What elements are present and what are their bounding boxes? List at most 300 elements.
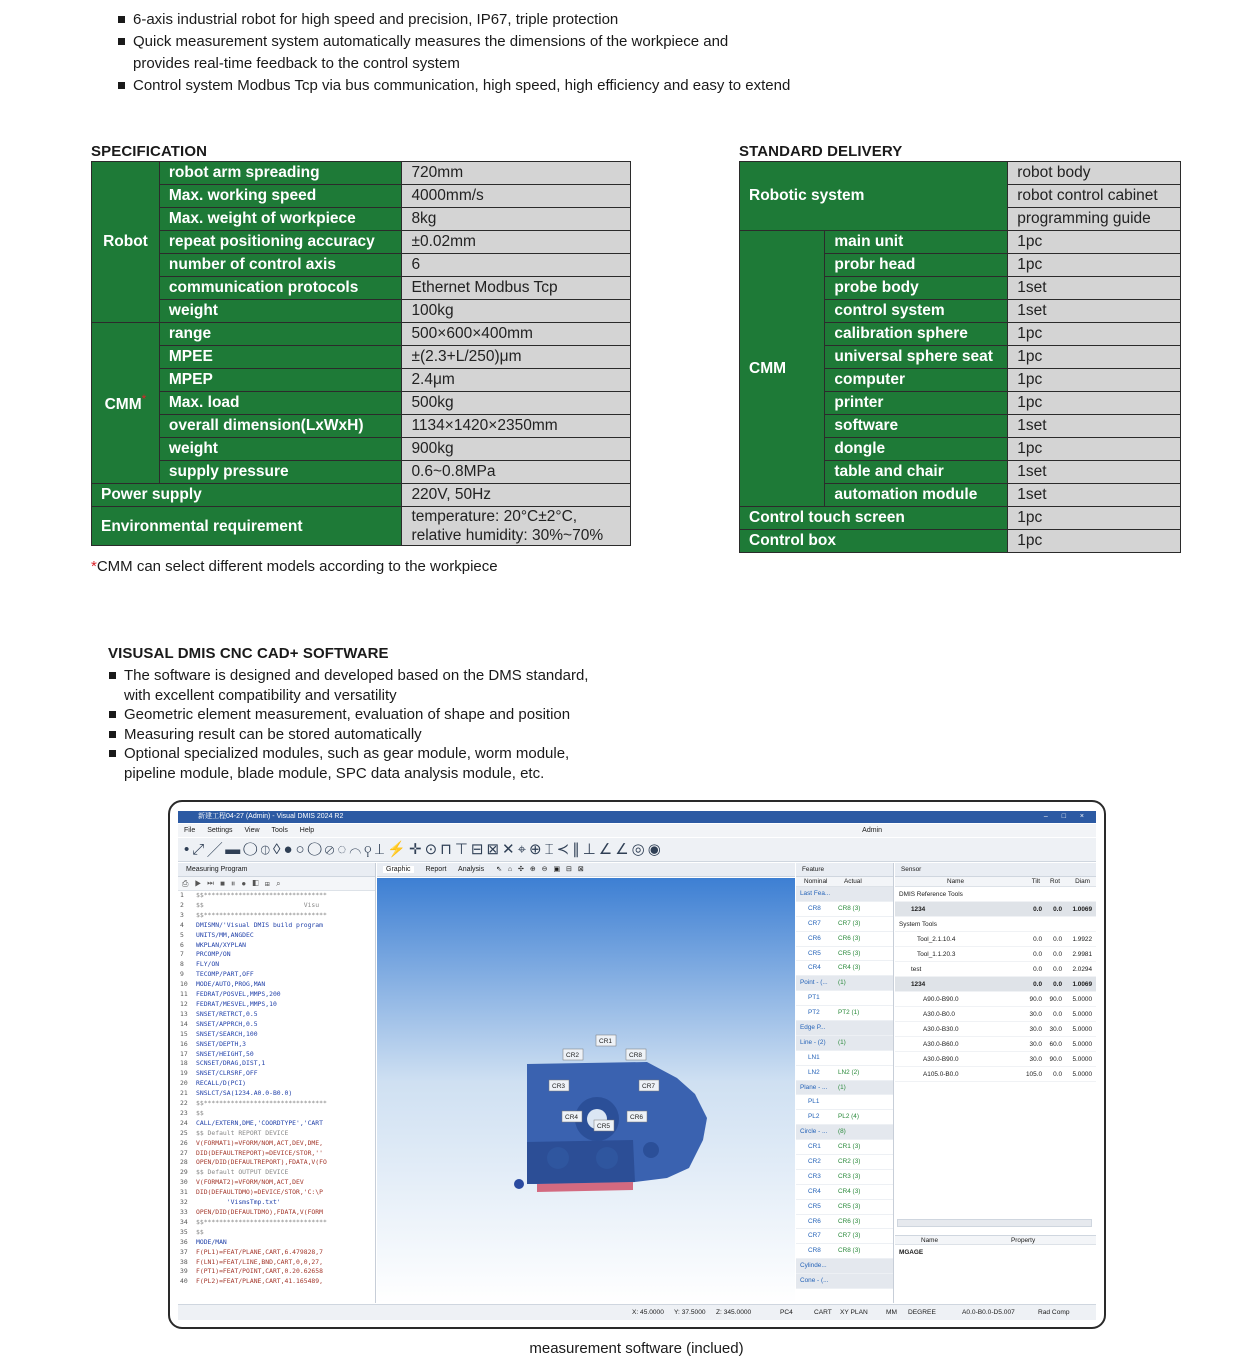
code-line[interactable] bbox=[180, 950, 375, 960]
line-number: 26 bbox=[180, 1138, 188, 1147]
property-columns bbox=[895, 1235, 1096, 1245]
code-line[interactable] bbox=[180, 931, 375, 941]
code-line[interactable] bbox=[180, 941, 375, 951]
feature-item[interactable] bbox=[796, 917, 893, 932]
spec-value: 720mm bbox=[402, 162, 631, 185]
spec-name: robot arm spreading bbox=[159, 162, 402, 185]
spec-name: repeat positioning accuracy bbox=[159, 231, 402, 254]
software-bullet: Optional specialized modules, such as gear module, worm module, bbox=[108, 744, 588, 764]
code-line[interactable] bbox=[180, 960, 375, 970]
sensor-r: 0.0 bbox=[1053, 1071, 1062, 1078]
tab-feature[interactable]: Feature bbox=[796, 863, 893, 877]
delivery-name: dongle bbox=[825, 438, 1008, 461]
code-line[interactable] bbox=[180, 1119, 375, 1129]
sensor-row[interactable] bbox=[895, 1037, 1096, 1052]
sensor-row[interactable] bbox=[895, 932, 1096, 947]
feature-nominal: Line - (2) bbox=[800, 1038, 826, 1046]
feature-actual: (1) bbox=[838, 1038, 846, 1046]
line-number: 36 bbox=[180, 1237, 188, 1246]
table-row bbox=[92, 185, 631, 208]
sensor-t: 0.0 bbox=[1033, 936, 1042, 943]
code-line[interactable] bbox=[180, 1228, 375, 1238]
feature-item[interactable] bbox=[796, 1215, 893, 1230]
tab-analysis[interactable]: Analysis bbox=[458, 866, 485, 873]
line-number: 34 bbox=[180, 1217, 188, 1226]
code-text: $$ bbox=[196, 1227, 204, 1236]
delivery-item: robot body bbox=[1008, 162, 1181, 185]
code-line[interactable] bbox=[180, 1218, 375, 1228]
sensor-row[interactable] bbox=[895, 977, 1096, 992]
feature-nominal: CR5 bbox=[808, 949, 821, 957]
robotic-system-label: Robotic system bbox=[740, 162, 1008, 231]
sensor-name: A30.0-B60.0 bbox=[923, 1041, 959, 1048]
code-line[interactable] bbox=[180, 1059, 375, 1069]
software-bullet: Measuring result can be stored automatically bbox=[108, 725, 588, 745]
sensor-name: 1234 bbox=[911, 981, 926, 988]
feature-nominal: PL2 bbox=[808, 1113, 820, 1121]
feature-actual: CR4 (3) bbox=[838, 1187, 861, 1195]
line-number: 8 bbox=[180, 960, 184, 969]
code-text: $$ Default OUTPUT DEVICE bbox=[196, 1168, 289, 1177]
menu-view[interactable]: View bbox=[244, 827, 260, 834]
code-line[interactable] bbox=[180, 901, 375, 911]
tab-graphic[interactable]: Graphic bbox=[383, 866, 414, 873]
part-label-cr3: CR3 bbox=[552, 1083, 566, 1090]
code-line[interactable] bbox=[180, 1248, 375, 1258]
feature-item[interactable] bbox=[796, 1066, 893, 1081]
software-bullet: Geometric element measurement, evaluation of shape and position bbox=[108, 705, 588, 725]
spec-value: 4000mm/s bbox=[402, 185, 631, 208]
feature-actual: (1) bbox=[838, 1083, 846, 1091]
tab-measuring-program[interactable]: Measuring Program bbox=[178, 863, 375, 877]
part-label-cr6: CR6 bbox=[630, 1114, 644, 1121]
feature-group[interactable] bbox=[796, 1259, 893, 1274]
line-number: 12 bbox=[180, 999, 188, 1008]
feature-group[interactable] bbox=[796, 887, 893, 902]
side-hole bbox=[643, 1142, 659, 1158]
feature-item[interactable] bbox=[796, 991, 893, 1006]
code-text: UNITS/MM,ANGDEC bbox=[196, 930, 254, 939]
feature-nominal: Point - (... bbox=[800, 979, 828, 987]
feature-item[interactable] bbox=[796, 1229, 893, 1244]
feature-item[interactable] bbox=[796, 1140, 893, 1155]
sensor-t: 30.0 bbox=[1029, 1026, 1042, 1033]
code-text: $$******************************** bbox=[196, 910, 327, 919]
sensor-d: 5.0000 bbox=[1072, 1071, 1092, 1078]
feature-group[interactable] bbox=[796, 1274, 893, 1289]
code-text: F(LN1)=FEAT/LINE,BND,CART,0,0,27, bbox=[196, 1257, 323, 1266]
code-text: CALL/EXTERN,DME,'COORDTYPE','CART bbox=[196, 1118, 323, 1127]
spec-name: overall dimension(LxWxH) bbox=[159, 415, 402, 438]
front-hole bbox=[596, 1147, 618, 1169]
line-number: 28 bbox=[180, 1158, 188, 1167]
table-row bbox=[92, 461, 631, 484]
line-number: 6 bbox=[180, 940, 184, 949]
cad-viewport[interactable] bbox=[377, 878, 795, 1303]
sensor-t: 105.0 bbox=[1026, 1071, 1042, 1078]
col-tilt: Tilt bbox=[1031, 878, 1040, 885]
code-line[interactable] bbox=[180, 921, 375, 931]
intro-bullet: Quick measurement system automatically measures the dimensions of the workpiece and bbox=[117, 31, 790, 53]
code-line[interactable] bbox=[180, 1030, 375, 1040]
feature-group[interactable] bbox=[796, 976, 893, 991]
sensor-row[interactable] bbox=[895, 1007, 1096, 1022]
sensor-row[interactable] bbox=[895, 1022, 1096, 1037]
power-supply-value: 220V, 50Hz bbox=[402, 484, 631, 507]
status-angle-unit[interactable]: DEGREE bbox=[908, 1309, 936, 1316]
delivery-name: software bbox=[825, 415, 1008, 438]
delivery-name: probr head bbox=[825, 254, 1008, 277]
code-line[interactable] bbox=[180, 1040, 375, 1050]
feature-nominal: Plane - ... bbox=[800, 1083, 828, 1091]
spec-name: MPEE bbox=[159, 346, 402, 369]
line-number: 37 bbox=[180, 1247, 188, 1256]
code-text: SNSET/APPRCH,0.5 bbox=[196, 1019, 258, 1028]
delivery-name: main unit bbox=[825, 231, 1008, 254]
window-controls[interactable]: – □ × bbox=[1043, 813, 1090, 820]
code-line[interactable] bbox=[180, 1010, 375, 1020]
code-text: $$ Default REPORT DEVICE bbox=[196, 1128, 289, 1137]
sensor-name: A30.0-B90.0 bbox=[923, 1056, 959, 1063]
sensor-name: A90.0-B90.0 bbox=[923, 996, 959, 1003]
software-bullet-list bbox=[108, 666, 588, 783]
sensor-r: 90.0 bbox=[1049, 996, 1062, 1003]
table-row bbox=[92, 438, 631, 461]
part-label-cr7: CR7 bbox=[642, 1083, 656, 1090]
spec-value: 1134×1420×2350mm bbox=[402, 415, 631, 438]
line-number: 22 bbox=[180, 1099, 188, 1108]
status-y: Y: 37.5000 bbox=[674, 1309, 706, 1316]
code-text: PRCOMP/ON bbox=[196, 950, 231, 959]
delivery-qty: 1pc bbox=[1008, 346, 1181, 369]
feature-nominal: LN1 bbox=[808, 1053, 820, 1061]
feature-item[interactable] bbox=[796, 1155, 893, 1170]
code-line[interactable] bbox=[180, 980, 375, 990]
sensor-row[interactable] bbox=[895, 902, 1096, 917]
line-number: 30 bbox=[180, 1178, 188, 1187]
table-row bbox=[740, 162, 1181, 185]
tab-report[interactable]: Report bbox=[425, 866, 447, 873]
user-label: Admin bbox=[862, 827, 882, 834]
code-line[interactable] bbox=[180, 990, 375, 1000]
feature-actual: PL2 (4) bbox=[838, 1113, 859, 1121]
code-line[interactable] bbox=[180, 970, 375, 980]
program-toolbar[interactable]: ⎙ ▶ ⏭ ■ ⏸ ● ◧ ⊞ ⌕ bbox=[178, 877, 375, 891]
sensor-t: 90.0 bbox=[1029, 996, 1042, 1003]
feature-item[interactable] bbox=[796, 932, 893, 947]
line-number: 4 bbox=[180, 920, 184, 929]
code-text: OPEN/DID(DEFAULTREPORT),FDATA,V(FO bbox=[196, 1158, 327, 1167]
screenshot-caption: measurement software (inclued) bbox=[529, 1340, 744, 1357]
sensor-row[interactable] bbox=[895, 1067, 1096, 1082]
line-number: 14 bbox=[180, 1019, 188, 1028]
feature-nominal: CR6 bbox=[808, 1217, 821, 1225]
feature-item[interactable] bbox=[796, 1110, 893, 1125]
code-text: DID(DEFAULTREPORT)=DEVICE/STOR,'' bbox=[196, 1148, 323, 1157]
specification-table bbox=[91, 161, 631, 546]
software-screenshot bbox=[168, 800, 1106, 1329]
specification-title: SPECIFICATION bbox=[91, 143, 208, 160]
line-number: 29 bbox=[180, 1168, 188, 1177]
code-line[interactable] bbox=[180, 1238, 375, 1248]
spec-value: Ethernet Modbus Tcp bbox=[402, 277, 631, 300]
menu-tools[interactable]: Tools bbox=[271, 827, 288, 834]
line-number: 5 bbox=[180, 930, 184, 939]
table-row bbox=[740, 231, 1181, 254]
code-line[interactable] bbox=[180, 1139, 375, 1149]
line-number: 39 bbox=[180, 1267, 188, 1276]
spec-value: 900kg bbox=[402, 438, 631, 461]
sensor-scrollbar[interactable] bbox=[897, 1219, 1092, 1227]
feature-item[interactable] bbox=[796, 1051, 893, 1066]
line-number: 35 bbox=[180, 1227, 188, 1236]
feature-nominal: Edge P... bbox=[800, 1024, 826, 1032]
feature-nominal: PT1 bbox=[808, 994, 820, 1002]
code-text: MODE/MAN bbox=[196, 1237, 227, 1246]
program-code-editor[interactable] bbox=[178, 891, 375, 1297]
feature-actual: LN2 (2) bbox=[838, 1068, 860, 1076]
sensor-name: System Tools bbox=[899, 921, 937, 928]
sensor-row[interactable] bbox=[895, 992, 1096, 1007]
sensor-r: 0.0 bbox=[1053, 966, 1062, 973]
code-line[interactable] bbox=[180, 1258, 375, 1268]
sensor-name: 1234 bbox=[911, 906, 926, 913]
table-row bbox=[92, 507, 631, 546]
menu-file[interactable]: File bbox=[184, 827, 196, 834]
feature-tree[interactable] bbox=[796, 887, 893, 1289]
feature-group[interactable] bbox=[796, 1036, 893, 1051]
sensor-r: 0.0 bbox=[1053, 951, 1062, 958]
part-label-cr5: CR5 bbox=[597, 1123, 611, 1130]
delivery-qty: 1set bbox=[1008, 300, 1181, 323]
feature-actual: CR2 (3) bbox=[838, 1158, 861, 1166]
code-text: FEDRAT/MESVEL,MMPS,10 bbox=[196, 999, 277, 1008]
sensor-t: 0.0 bbox=[1033, 906, 1042, 913]
prop-col-property: Property bbox=[1011, 1237, 1036, 1244]
code-line[interactable] bbox=[180, 1188, 375, 1198]
line-number: 1 bbox=[180, 891, 184, 899]
status-pc[interactable]: PC4 bbox=[780, 1309, 793, 1316]
feature-toolbar[interactable]: •⤢╱▬◯⦶◊●○◯⊘◌⌒⚲⊥⚡✛⊙⊓⊤⊟⊠✕⌖⊕⌶≺∥⊥∠∠◎◉ bbox=[178, 838, 1096, 862]
delivery-name: calibration sphere bbox=[825, 323, 1008, 346]
feature-columns bbox=[796, 877, 893, 887]
line-number: 40 bbox=[180, 1277, 188, 1286]
sensor-row[interactable] bbox=[895, 947, 1096, 962]
sensor-d: 1.0069 bbox=[1072, 981, 1092, 988]
sensor-r: 0.0 bbox=[1053, 906, 1062, 913]
sensor-d: 5.0000 bbox=[1072, 1056, 1092, 1063]
code-text: V(FORMAT1)=VFORM/NOM,ACT,DEV,DME, bbox=[196, 1138, 323, 1147]
feature-nominal: CR6 bbox=[808, 934, 821, 942]
feature-item[interactable] bbox=[796, 947, 893, 962]
feature-item[interactable] bbox=[796, 961, 893, 976]
feature-item[interactable] bbox=[796, 1006, 893, 1021]
delivery-name: printer bbox=[825, 392, 1008, 415]
menu-help[interactable]: Help bbox=[299, 827, 315, 834]
code-line[interactable] bbox=[180, 1178, 375, 1188]
sensor-name: A30.0-B30.0 bbox=[923, 1026, 959, 1033]
code-line[interactable] bbox=[180, 1109, 375, 1119]
delivery-item: robot control cabinet bbox=[1008, 185, 1181, 208]
code-text: SCNSET/DRAG,DIST,1 bbox=[196, 1059, 266, 1068]
delivery-qty: 1pc bbox=[1008, 392, 1181, 415]
code-text: TECOMP/PART,OFF bbox=[196, 970, 254, 979]
sensor-row[interactable] bbox=[895, 1052, 1096, 1067]
code-line[interactable] bbox=[180, 1198, 375, 1208]
property-row[interactable]: MGAGE bbox=[899, 1249, 924, 1256]
sensor-name: Tool_1.1.20.3 bbox=[917, 951, 956, 958]
code-text: MODE/AUTO,PROG,MAN bbox=[196, 980, 266, 989]
line-number: 32 bbox=[180, 1198, 188, 1207]
feature-nominal: CR4 bbox=[808, 964, 821, 972]
sensor-d: 2.0294 bbox=[1072, 966, 1092, 973]
feature-nominal: PL1 bbox=[808, 1098, 820, 1106]
code-text: SNSET/HEIGHT,50 bbox=[196, 1049, 254, 1058]
graphic-tabbar bbox=[377, 863, 795, 877]
code-line[interactable] bbox=[180, 1208, 375, 1218]
code-line[interactable] bbox=[180, 891, 375, 901]
feature-nominal: CR3 bbox=[808, 1172, 821, 1180]
code-line[interactable] bbox=[180, 1129, 375, 1139]
delivery-cmm-label: CMM bbox=[740, 231, 825, 507]
line-number: 24 bbox=[180, 1118, 188, 1127]
workpiece-model bbox=[377, 878, 795, 1303]
table-row bbox=[92, 300, 631, 323]
sensor-columns bbox=[895, 877, 1096, 887]
footnote-text: CMM can select different models according to the workpiece bbox=[96, 558, 498, 575]
software-bullet-continuation: with excellent compatibility and versatility bbox=[124, 686, 397, 704]
tab-sensor[interactable]: Sensor bbox=[895, 863, 1096, 877]
status-radcomp[interactable]: Rad Comp bbox=[1038, 1309, 1070, 1316]
table-row bbox=[92, 346, 631, 369]
spec-name: range bbox=[159, 323, 402, 346]
sensor-t: 30.0 bbox=[1029, 1011, 1042, 1018]
feature-item[interactable] bbox=[796, 1170, 893, 1185]
delivery-qty: 1set bbox=[1008, 484, 1181, 507]
code-line[interactable] bbox=[180, 1099, 375, 1109]
line-number: 7 bbox=[180, 950, 184, 959]
line-number: 15 bbox=[180, 1029, 188, 1038]
code-text: RECALL/D(PCI) bbox=[196, 1079, 247, 1088]
sensor-name: A30.0-B0.0 bbox=[923, 1011, 955, 1018]
spec-name: communication protocols bbox=[159, 277, 402, 300]
feature-item[interactable] bbox=[796, 902, 893, 917]
spec-value: 500kg bbox=[402, 392, 631, 415]
status-workplane[interactable]: XY PLAN bbox=[840, 1309, 868, 1316]
sensor-name: test bbox=[911, 966, 922, 973]
sensor-row[interactable] bbox=[895, 917, 1096, 932]
code-line[interactable] bbox=[180, 1069, 375, 1079]
code-text: SNSET/CLRSRF,OFF bbox=[196, 1069, 258, 1078]
delivery-qty: 1pc bbox=[1008, 323, 1181, 346]
feature-nominal: Cone - (... bbox=[800, 1277, 829, 1285]
feature-group[interactable] bbox=[796, 1081, 893, 1096]
delivery-qty: 1pc bbox=[1008, 231, 1181, 254]
environment-humidity: relative humidity: 30%~70% bbox=[411, 527, 604, 544]
line-number: 21 bbox=[180, 1089, 188, 1098]
sensor-d: 1.0069 bbox=[1072, 906, 1092, 913]
code-text: SNSET/DEPTH,3 bbox=[196, 1039, 247, 1048]
feature-group[interactable] bbox=[796, 1021, 893, 1036]
sensor-row[interactable] bbox=[895, 962, 1096, 977]
software-bullet: The software is designed and developed based on the DMS standard, bbox=[108, 666, 588, 686]
code-line[interactable] bbox=[180, 1020, 375, 1030]
delivery-name: probe body bbox=[825, 277, 1008, 300]
status-probe[interactable]: A0.0-B0.0-D5.007 bbox=[962, 1309, 1015, 1316]
delivery-name: table and chair bbox=[825, 461, 1008, 484]
robot-group-label: Robot bbox=[92, 162, 160, 323]
code-line[interactable] bbox=[180, 1277, 375, 1287]
code-line[interactable] bbox=[180, 1050, 375, 1060]
code-line[interactable] bbox=[180, 1079, 375, 1089]
software-title: VISUSAL DMIS CNC CAD+ SOFTWARE bbox=[108, 645, 389, 662]
feature-actual: CR3 (3) bbox=[838, 1172, 861, 1180]
table-row bbox=[92, 415, 631, 438]
feature-item[interactable] bbox=[796, 1095, 893, 1110]
spec-name: MPEP bbox=[159, 369, 402, 392]
graphic-pane bbox=[377, 863, 795, 1303]
sensor-tree[interactable] bbox=[895, 887, 1096, 1082]
status-z: Z: 345.0000 bbox=[716, 1309, 752, 1316]
graphic-toolbar[interactable]: ⇖ ⌂ ✣ ⊕ ⊖ ▣ ⊟ ⊠ bbox=[496, 866, 586, 873]
spec-value: ±0.02mm bbox=[402, 231, 631, 254]
intro-bullet-continuation: provides real-time feedback to the control system bbox=[133, 55, 460, 72]
table-row bbox=[92, 392, 631, 415]
feature-nominal: PT2 bbox=[808, 1009, 820, 1017]
code-text: SNSET/SEARCH,100 bbox=[196, 1029, 258, 1038]
feature-nominal: CR5 bbox=[808, 1202, 821, 1210]
feature-group[interactable] bbox=[796, 1125, 893, 1140]
sensor-t: 0.0 bbox=[1033, 981, 1042, 988]
program-pane bbox=[178, 863, 376, 1303]
code-text: F(PT1)=FEAT/POINT,CART,0.20.62658 bbox=[196, 1267, 323, 1276]
line-number: 2 bbox=[180, 900, 184, 909]
code-text: $$ Visu bbox=[196, 900, 320, 909]
feature-item[interactable] bbox=[796, 1200, 893, 1215]
code-line[interactable] bbox=[180, 1158, 375, 1168]
code-line[interactable] bbox=[180, 911, 375, 921]
sensor-d: 5.0000 bbox=[1072, 1026, 1092, 1033]
menu-settings[interactable]: Settings bbox=[207, 827, 233, 834]
code-line[interactable] bbox=[180, 1149, 375, 1159]
feature-item[interactable] bbox=[796, 1244, 893, 1259]
prop-col-name: Name bbox=[921, 1237, 939, 1244]
spec-value: 6 bbox=[402, 254, 631, 277]
code-text: DMISMN/'Visual DMIS build program bbox=[196, 920, 323, 929]
sensor-r: 30.0 bbox=[1049, 1026, 1062, 1033]
feature-item[interactable] bbox=[796, 1185, 893, 1200]
line-number: 27 bbox=[180, 1148, 188, 1157]
feature-nominal: Circle - ... bbox=[800, 1128, 828, 1136]
cmm-group-label bbox=[92, 323, 160, 484]
col-nominal: Nominal bbox=[804, 878, 828, 885]
touch-screen-label: Control touch screen bbox=[740, 507, 1008, 530]
footnote-asterisk: * bbox=[91, 558, 97, 575]
feature-actual: CR6 (3) bbox=[838, 1217, 861, 1225]
sensor-row[interactable] bbox=[895, 887, 1096, 902]
delivery-qty: 1set bbox=[1008, 277, 1181, 300]
status-unit[interactable]: MM bbox=[886, 1309, 897, 1316]
status-coordinate[interactable]: CART bbox=[814, 1309, 832, 1316]
code-line[interactable] bbox=[180, 1168, 375, 1178]
code-line[interactable] bbox=[180, 1089, 375, 1099]
code-line[interactable] bbox=[180, 1000, 375, 1010]
feature-actual: CR7 (3) bbox=[838, 919, 861, 927]
line-number: 13 bbox=[180, 1009, 188, 1018]
code-line[interactable] bbox=[180, 1267, 375, 1277]
probe-tip bbox=[514, 1179, 524, 1189]
col-rot: Rot bbox=[1050, 878, 1060, 885]
